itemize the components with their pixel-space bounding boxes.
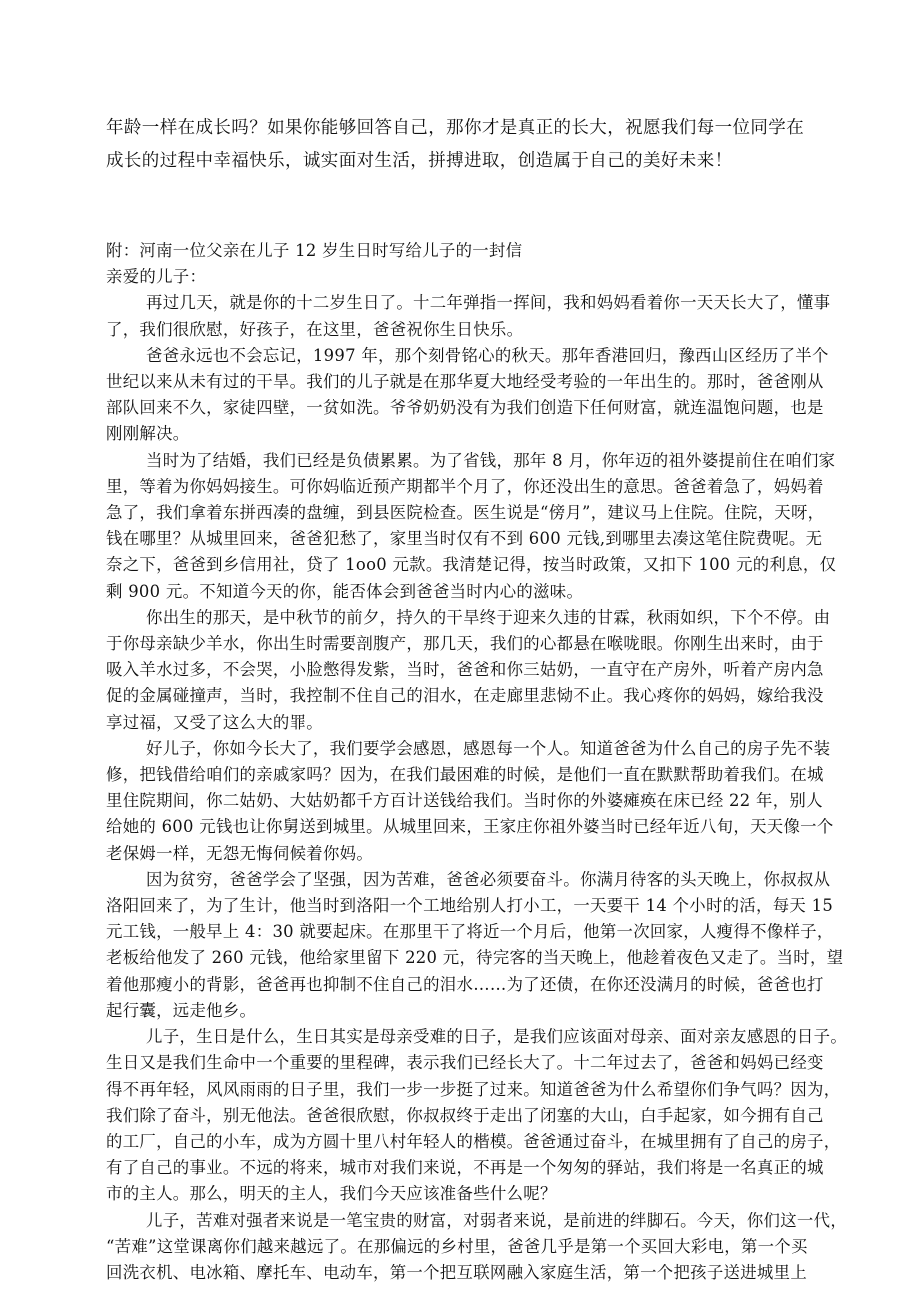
intro-line: 成长的过程中幸福快乐，诚实面对生活，拼搏进取，创造属于自己的美好未来！: [106, 151, 733, 171]
paragraph-line: 给她的 600 元钱也让你舅送到城里。从城里回来，王家庄你祖外婆当时已经年近八旬，天天像一个: [106, 817, 834, 837]
letter-body: [106, 238, 848, 1286]
letter-paragraph: [106, 736, 834, 867]
paragraph-line: 老保姆一样，无怨无悔伺候着你妈。: [106, 843, 374, 863]
paragraph-line: 享过福，又受了这么大的罪。: [106, 712, 323, 732]
paragraph-line: 于你母亲缺少羊水，你出生时需要剖腹产，那几天，我们的心都悬在喉咙眼。你刚生出来时，由于: [106, 634, 824, 654]
paragraph-line: 你出生的那天，是中秋节的前夕，持久的干旱终于迎来久违的甘霖，秋雨如织，下个不停。由: [146, 607, 831, 627]
letter-paragraphs: [106, 290, 848, 1286]
paragraph-line: 剩 900 元。不知道今天的你，能否体会到爸爸当时内心的滋味。: [106, 581, 584, 601]
letter-paragraph: [106, 1024, 848, 1207]
paragraph-line: 吸入羊水过多，不会哭，小脸憋得发紫，当时，爸爸和你三姑奶，一直守在产房外，听着产房内急: [106, 660, 824, 680]
paragraph-line: 爸爸永远也不会忘记，1997 年，那个刻骨铭心的秋天。那年香港回归，豫西山区经历了半个: [146, 345, 829, 365]
paragraph-line: 部队回来不久，家徒四壁，一贫如洗。爷爷奶奶没有为我们创造下任何财富，就连温饱问题，也是: [106, 398, 824, 418]
paragraph-line: 促的金属碰撞声，当时，我控制不住自己的泪水，在走廊里悲恸不止。我心疼你的妈妈，嫁给我没: [106, 686, 824, 706]
paragraph-line: 元工钱，一般早上 4：30 就要起床。在那里干了将近一个月后，他第一次回家，人瘦得不像样子，: [106, 922, 834, 942]
paragraph-line: 刚刚解决。: [106, 424, 190, 444]
paragraph-line: 奈之下，爸爸到乡信用社，贷了 1oo0 元款。我清楚记得，按当时政策，又扣下 100 元的利息，仅: [106, 555, 837, 575]
paragraph-line: 急了，我们拿着东拼西凑的盘缠，到县医院检查。医生说是“傍月”，建议马上住院。住院，天呀，: [106, 503, 825, 523]
letter-salutation: 亲爱的儿子：: [106, 267, 207, 287]
paragraph-line: 钱在哪里？从城里回来，爸爸犯愁了，家里当时仅有不到 600 元钱,到哪里去凑这笔住院费呢。无: [106, 529, 823, 549]
paragraph-line: “苦难”这堂课离你们越来越远了。在那偏远的乡村里，爸爸几乎是第一个买回大彩电，第一个买: [106, 1236, 808, 1256]
paragraph-line: 生日又是我们生命中一个重要的里程碑，表示我们已经长大了。十二年过去了，爸爸和妈妈已经变: [106, 1053, 824, 1073]
paragraph-line: 洛阳回来了，为了生计，他当时到洛阳一个工地给别人打小工，一天要干 14 个小时的活，每天 15: [106, 896, 834, 916]
letter-title: 附：河南一位父亲在儿子 12 岁生日时写给儿子的一封信: [106, 241, 523, 260]
paragraph-line: 再过几天，就是你的十二岁生日了。十二年弹指一挥间，我和妈妈看着你一天天长大了，懂事: [146, 293, 831, 313]
paragraph-line: 儿子，苦难对强者来说是一笔宝贵的财富，对弱者来说，是前进的绊脚石。今天，你们这一代，: [146, 1210, 848, 1230]
paragraph-line: 起行囊，远走他乡。: [106, 1000, 257, 1020]
paragraph-line: 我们除了奋斗，别无他法。爸爸很欣慰，你叔叔终于走出了闭塞的大山，白手起家，如今拥有自己: [106, 1105, 824, 1125]
paragraph-line: 有了自己的事业。不远的将来，城市对我们来说，不再是一个匆匆的驿站，我们将是一名真正的城: [106, 1158, 824, 1178]
paragraph-line: 了，我们很欣慰，好孩子，在这里，爸爸祝你生日快乐。: [106, 319, 524, 339]
paragraph-line: 的工厂，自己的小车，成为方圆十里八村年轻人的楷模。爸爸通过奋斗，在城里拥有了自己的房子，: [106, 1131, 841, 1151]
letter-paragraph: [106, 1208, 848, 1287]
paragraph-line: 着他那瘦小的背影，爸爸再也抑制不住自己的泪水……为了还债，在你还没满月的时候，爸爸也打: [106, 974, 824, 994]
paragraph-line: 儿子，生日是什么，生日其实是母亲受难的日子，是我们应该面对母亲、面对亲友感恩的日子。: [146, 1027, 848, 1047]
paragraph-line: 回洗衣机、电冰箱、摩托车、电动车，第一个把互联网融入家庭生活，第一个把孩子送进城里上: [106, 1262, 808, 1282]
paragraph-line: 好儿子，你如今长大了，我们要学会感恩，感恩每一个人。知道爸爸为什么自己的房子先不装: [146, 738, 831, 758]
paragraph-line: 里住院期间，你二姑奶、大姑奶都千方百计送钱给我们。当时你的外婆瘫痪在床已经 22 年，别人: [106, 791, 823, 811]
paragraph-line: 里，等着为你妈妈接生。可你妈临近预产期都半个月了，你还没出生的意思。爸爸着急了，妈妈着: [106, 476, 824, 496]
paragraph-line: 当时为了结婚，我们已经是负债累累。为了省钱，那年 8 月，你年迈的祖外婆提前住在咱们家: [146, 450, 836, 470]
paragraph-line: 世纪以来从未有过的干旱。我们的儿子就是在那华夏大地经受考验的一年出生的。那时，爸爸刚从: [106, 372, 824, 392]
letter-paragraph: [106, 290, 831, 342]
letter-paragraph: [106, 605, 831, 736]
intro-text: [106, 112, 806, 178]
letter-paragraph: [106, 343, 829, 448]
paragraph-line: 得不再年轻，风风雨雨的日子里，我们一步一步挺了过来。知道爸爸为什么希望你们争气吗？因为，: [106, 1079, 841, 1099]
letter-paragraph: [106, 867, 844, 1024]
intro-line: 年龄一样在成长吗？如果你能够回答自己，那你才是真正的长大，祝愿我们每一位同学在: [106, 118, 805, 138]
paragraph-line: 修，把钱借给咱们的亲戚家吗？因为，在我们最困难的时候，是他们一直在默默帮助着我们。在城: [106, 765, 824, 785]
paragraph-line: 老板给他发了 260 元钱，他给家里留下 220 元，待完客的当天晚上，他趁着夜色又走了。当时，望: [106, 948, 844, 968]
letter-paragraph: [106, 448, 837, 605]
paragraph-line: 市的主人。那么，明天的主人，我们今天应该准备些什么呢？: [106, 1184, 557, 1204]
paragraph-line: 因为贫穷，爸爸学会了坚强，因为苦难，爸爸必须要奋斗。你满月待客的头天晚上，你叔叔从: [146, 869, 831, 889]
